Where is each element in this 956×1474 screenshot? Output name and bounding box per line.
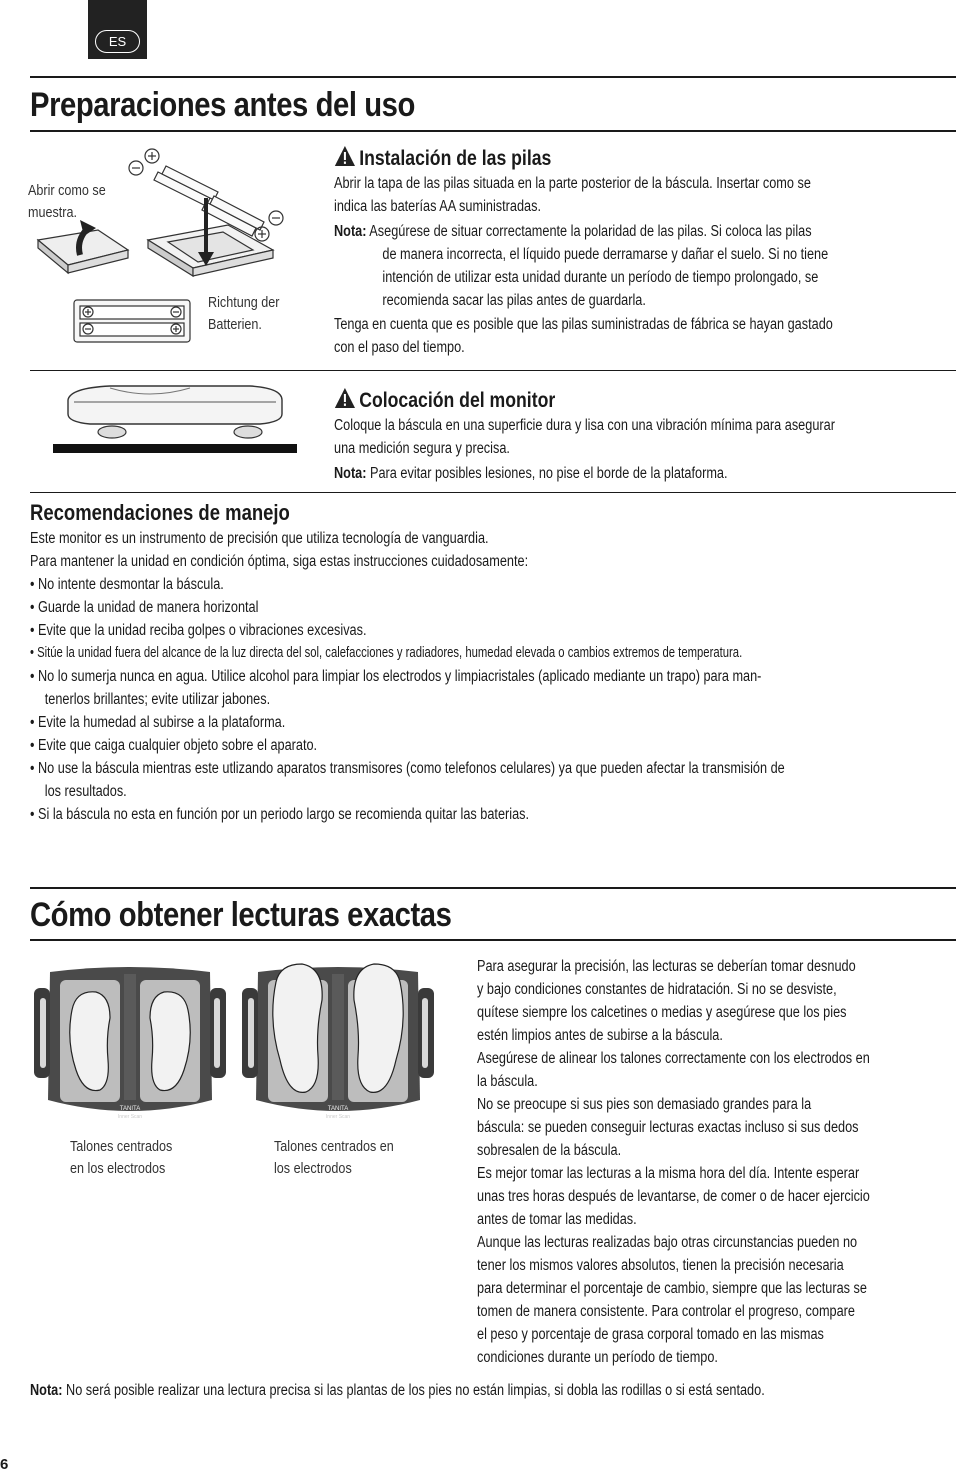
section-title-preparations: Preparaciones antes del uso (30, 86, 415, 124)
label-open-as-shown: Abrir como se muestra. (28, 182, 106, 221)
section-rule (30, 887, 956, 889)
monitor-text: Coloque la báscula en una superficie dura y lisa con una vibración mínima para asegurar una medición segura y precisa. (334, 417, 835, 457)
heading-battery-installation: Instalación de las pilas (334, 145, 551, 171)
list-item: • No lo sumerja nunca en agua. Utilice alcohol para limpiar los electrodos y limpiacristales (aplicado mediante un trapo) para man- (30, 668, 762, 685)
scale-on-floor-illustration (50, 378, 300, 458)
divider (30, 492, 956, 493)
list-item: • Si la báscula no esta en función por un periodo largo se recomienda quitar las baterias. (30, 806, 530, 823)
language-label: ES (95, 30, 140, 53)
section-rule (30, 939, 956, 941)
battery-drawing (28, 140, 318, 355)
scale-brand: TANITA (119, 1106, 141, 1112)
note-label: Nota: (30, 1382, 63, 1399)
battery-text: Abrir la tapa de las pilas situada en la parte posterior de la báscula. Insertar como se indica las baterías AA suministradas. (334, 175, 811, 215)
list-item: • Evite que caiga cualquier objeto sobre el aparato. (30, 737, 318, 754)
bottom-note: Nota: No será posible realizar una lectura precisa si las plantas de los pies no están limpias, si dobla las rodillas o si está sentado. (30, 1382, 765, 1399)
handling-list: Este monitor es un instrumento de precisión que utiliza tecnología de vanguardia. Para mantener la unidad en condición óptima, siga estas instrucciones cuidadosamente: • No intente desmontar la báscula. • Guarde la unidad de manera horizontal • Evite que la unidad reciba golpes o vibraciones excesivas. • Sitúe la unidad fuera del alcance de la luz directa del sol, calefacciones y radiadores, humedad elevada o cambios extremos de temperatura. • No lo sumerja nunca en agua. Utilice alcohol para limpiar los electrodos y limpiacristales (aplicado mediante un trapo) para man- tenerlos brillantes; evite utilizar jabones. • Evite la humedad al subirse a la plataforma. • Evite que caiga cualquier objeto sobre el aparato. • No use la báscula mientras este utlizando aparatos transmisores (como telefonos celulares) ya que pueden afectar la transmisión de los resultados. • Si la báscula no esta en función por un periodo largo se recomienda quitar las baterias. (30, 527, 785, 826)
scale-heels-centered-image-right (236, 960, 440, 1130)
battery-extra-text: Tenga en cuenta que es posible que las pilas suministradas de fábrica se hayan gastado con el paso del tiempo. (334, 316, 833, 356)
list-item: • No use la báscula mientras este utlizando aparatos transmisores (como telefonos celulares) ya que pueden afectar la transmisión de (30, 760, 785, 777)
heading-handling: Recomendaciones de manejo (30, 500, 290, 525)
divider (30, 370, 956, 371)
caption-left: Talones centrados en los electrodos (70, 1138, 173, 1177)
note-label: Nota: (334, 223, 367, 240)
section-title-accurate-readings: Cómo obtener lecturas exactas (30, 896, 452, 934)
monitor-note: Nota: Para evitar posibles lesiones, no pise el borde de la plataforma. (334, 465, 728, 482)
heading-monitor-placement: Colocación del monitor (334, 387, 555, 413)
list-item: • Sitúe la unidad fuera del alcance de la luz directa del sol, calefacciones y radiadores, humedad elevada o cambios extremos de temperatura. (30, 645, 743, 661)
battery-illustration (28, 140, 318, 355)
list-item: • Evite la humedad al subirse a la plataforma. (30, 714, 286, 731)
section-rule (30, 130, 956, 132)
scale-model: Inner Scan (117, 1114, 143, 1120)
list-item-continued: tenerlos brillantes; evite utilizar jabones. (44, 691, 271, 708)
note-label: Nota: (334, 465, 367, 482)
label-battery-direction: Richtung der Batterien. (208, 294, 280, 333)
warning-icon (334, 145, 356, 167)
language-tab (88, 0, 147, 59)
list-item-continued: los resultados. (44, 783, 127, 800)
battery-note: Nota: Asegúrese de situar correctamente la polaridad de las pilas. Si coloca las pilas de manera incorrecta, el líquido puede derramarse y dañar el suelo. Si no tiene intención de utilizar esta unidad durante un período de tiempo prolongado, se recomienda sacar las pilas antes de guardarla. (334, 223, 829, 309)
list-item: • No intente desmontar la báscula. (30, 576, 224, 593)
section-rule (30, 76, 956, 78)
page-number: 6 (0, 1456, 9, 1473)
scale-heels-centered-image-left (30, 960, 230, 1130)
list-item: • Guarde la unidad de manera horizontal (30, 599, 259, 616)
caption-right: Talones centrados en los electrodos (274, 1138, 394, 1177)
accuracy-paragraph: Para asegurar la precisión, las lecturas se deberían tomar desnudo y bajo condiciones constantes de hidratación. Si no se desviste, quítese siempre los calcetines o medias y asegúrese que los pies estén limpios antes de subirse a la báscula. Asegúrese de alinear los talones correctamente con los electrodos en la báscula. No se preocupe si sus pies son demasiado grandes para la báscula: se pueden conseguir lecturas exactas incluso si sus dedos sobresalen de la báscula. Es mejor tomar las lecturas a la misma hora del día. Intente esperar unas tres horas después de levantarse, de comer o de hacer ejercicio antes de tomar las medidas. Aunque las lecturas realizadas bajo otras circunstancias pueden no tener los mismos valores absolutos, tienen la precisión necesaria para determinar el porcentaje de cambio, siempre que las lecturas se tomen de manera consistente. Para controlar el progreso, compare el peso y porcentaje de grasa corporal tomado en las mismas condiciones durante un período de tiempo. (477, 958, 870, 1366)
scale-brand: TANITA (327, 1106, 349, 1112)
scale-model: Inner Scan (325, 1114, 351, 1120)
list-item: • Evite que la unidad reciba golpes o vibraciones excesivas. (30, 622, 367, 639)
warning-icon (334, 387, 356, 409)
